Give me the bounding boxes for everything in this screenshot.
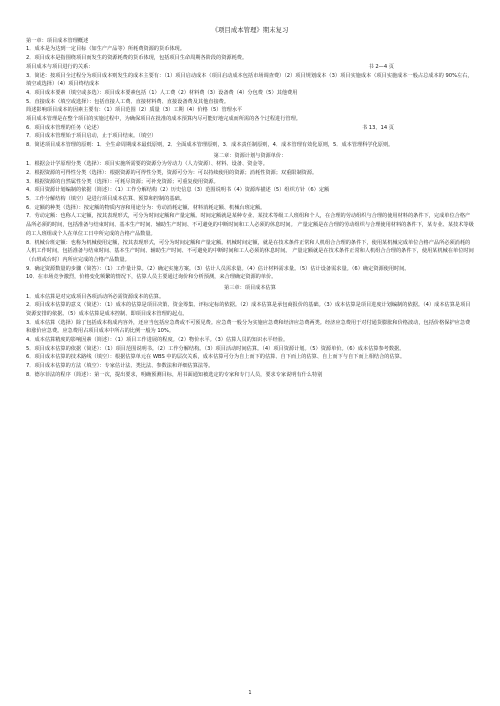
task-ref: 书 13、14 页 bbox=[361, 124, 394, 131]
paragraph: 2．项目成本是指围绕项目而发生的资源耗费的货币体现，包括项目生命周期各阶段的资源耗费。 bbox=[26, 55, 248, 62]
task-label: 6．项目成本管理的任务（论述） bbox=[26, 124, 102, 131]
paragraph: 2．根据资源的可得性分类（选择）：根据资源的可得性分类，资源可分为：可以持续使用的资源；消耗性资源；双重限制资源。 bbox=[26, 169, 318, 176]
paragraph: 6．定额的种类（选择）：按定额的物质内容和用途分为：劳动消耗定额、材料消耗定额、机械台班定额。 bbox=[26, 204, 266, 211]
paragraph: 6．项目成本估算的技术路线（填空）：根据估算单元在 WBS 中的层次关系，成本估算可分为自上而下的估算、自下而上的估算、自上而下与自下而上相结合的估算。 bbox=[26, 354, 406, 361]
paragraph: 4．项目资源计划编制的依据（简述）：（1）工作分解结构（2）历史信息（3）范围说明书（4）资源库描述（5）组织方针（6）定额 bbox=[26, 187, 330, 194]
paragraph: 8．机械台班定额：也称为机械使用定额，按其表现形式，可分为时间定额和产量定额。机械时间定额，就是在技术条件正常和人机组合合理的条件下，使用某机械完成单位合格产品所必须消耗的人机工作时间，包括准备与结束时间、基本生产时间、辅助生产时间、不可避免的中断时间和工人必须的休息时间。 产量定额就是在技术条件正常和人机组合合理的条件下，使用某机械在单位时间（台班或台时）内所应完成的合格产品数量。 bbox=[26, 239, 474, 263]
paragraph: 9．确定资源数量的步骤（简答）：（1）工作量计算。（2）确定实施方案。（3）估计人员需求量。（4）估计材料需求量。（5）估计设备需求量。（6）确定资源使用时间。 bbox=[26, 265, 410, 272]
page-number: 1 bbox=[248, 690, 252, 696]
paragraph: 4．成本估算精度的影响因素（简述）：（1）项目工作进展的程度。（2）物价水平。（3）估算人员的知识水平经验。 bbox=[26, 337, 289, 344]
paragraph: 简述影响项目成本的因素主要有：（1）项目范围（2）质量（3）工期（4）价格（5）管理水平 bbox=[26, 107, 243, 114]
stage-relation-line bbox=[26, 63, 474, 72]
paragraph: 5．工作分解结构（填空）是进行项目成本估算、预算和控制的基础。 bbox=[26, 196, 185, 203]
paragraph: 8．德尔菲法的程序（简述）：第一次，提出要求，明确预测目标，用书面通知被选定的专家和专门人员，要求专家说明有什么特别 bbox=[26, 371, 323, 378]
document-title: 《项目成本管理》期末复习 bbox=[211, 26, 289, 34]
task-line bbox=[26, 124, 474, 133]
paragraph: 2．项目成本估算的意义（简述）：（1）成本的估算是项目决策、资金筹集、评标定标的依据。（2）成本估算是承包商报价的基础。（3）成本估算是项目进度计划编制的依据。（4）成本估算是项目资源安排的依据。（5）成本估算是成本控制、即项目成本管理的起点。 bbox=[26, 302, 471, 317]
paragraph: 7．项目成本管理始于项目启动，止于项目结束。（填空） bbox=[26, 133, 157, 140]
chapter-1-lines-c bbox=[26, 132, 474, 149]
paragraph: 3．根据资源的自然属性分类（选择）：可耗尽资源；可补充资源；可重复使用资源。 bbox=[26, 178, 219, 185]
paragraph: 8．简述项目成本管理的原则：1．全生命周期成本最低原则，2．全面成本管理原则，3．成本责任制原则，4．成本管理有效化原则，5．成本管理科学化原则。 bbox=[26, 142, 394, 149]
paragraph: 1．成本估算是对完成项目各项活动所必需资源成本的估算。 bbox=[26, 293, 165, 300]
paragraph: 3．简述：按项目全过程分为项目成本则发生的成本主要有：（1）项目启动成本（项目启动成本包括市场调查费）（2）项目规划成本（3）项目实施成本（项目实施成本一般占总成本的 90%左右，填空或选择）（4）项目终结成本 bbox=[26, 72, 473, 88]
paragraph: 5．直接成本（填空或选择）：包括直接人工费、直接材料费、直接设备费及其他直接费。 bbox=[26, 98, 230, 105]
paragraph: 3．成本估算（选择）除了包括成本构成内容外，还应当包括应急费或不可预见费。应急费一般分为实施应急费和经济应急费两类。经济应急费用于对付通货膨胀和价格波动，包括价格保护应急费和涨价应急费。应急费用占项目成本中所占的比例一般为 10%。 bbox=[26, 319, 471, 335]
paragraph: 10．在市场竞争激烈，价格变化频繁的情况下，估算人员主要通过询价和分析预测，来合理确定资源的单价。 bbox=[26, 274, 277, 281]
chapter-1-heading: 第一章：项目成本管理概述 bbox=[26, 38, 89, 44]
chapter-1-lines-b bbox=[26, 72, 474, 124]
paragraph: 项目成本管理是在整个项目的实施过程中，为确保项目在批准的成本预算内尽可能好地完成而所需的各个过程进行管理。 bbox=[26, 116, 301, 123]
paragraph: 1．成本是为达到一定目标（如生产产品等）所耗费资源的货币体现。 bbox=[26, 46, 185, 53]
chapter-3-lines bbox=[26, 293, 474, 380]
paragraph: 4．项目成本要素（填空或多选）：项目成本要素包括（1）人工费（2）材料费（3）设备费（4）分包费（5）其他费用 bbox=[26, 89, 298, 96]
paragraph: 1．根据会计学原理分类（选择）：项目实施所需要的资源分为劳动力（人力资源）、材料、设备、资金等。 bbox=[26, 161, 268, 168]
chapter-2-lines bbox=[26, 160, 474, 282]
paragraph: 5．项目成本估算的依据（简述）：（1）项目范围说明书。（2）工作分解结构。（3）项目活动时间估算。（4）项目资源计划。（5）资源单价。（6）成本估算参考数据。 bbox=[26, 345, 405, 352]
paragraph: 7．项目成本估算的方法（填空）：专家估计法、类比法、参数法和详细估算法等。 bbox=[26, 363, 214, 370]
chapter-1-lines-a bbox=[26, 45, 474, 62]
stage-relation-label: 项目成本与项目进行的关系： bbox=[26, 63, 94, 70]
chapter-2-heading: 第二章：资源计划与资源单价： bbox=[213, 152, 287, 159]
stage-relation-ref: 书 2—4 页 bbox=[368, 63, 394, 70]
chapter-3-heading: 第三章：项目成本估算 bbox=[224, 285, 276, 292]
paragraph: 7．劳动定额：也称人工定额，按其表现形式，可分为时间定额和产量定额。时间定额就是某种专业、某技术等级工人班组和个人，在合理的劳动组织与合理的使用材料的条件下，完成单位合格产品所必须的时间，包括准备与结束时间、基本生产时间、辅助生产时间、不可避免的中断时间和工人必须的休息时间。 产量定额是在合理的劳动组织与合理使用材料的条件下，某专业、某技术等级的工人班组或个人在单位工日中所完成的合格产品数量。 bbox=[26, 213, 474, 237]
